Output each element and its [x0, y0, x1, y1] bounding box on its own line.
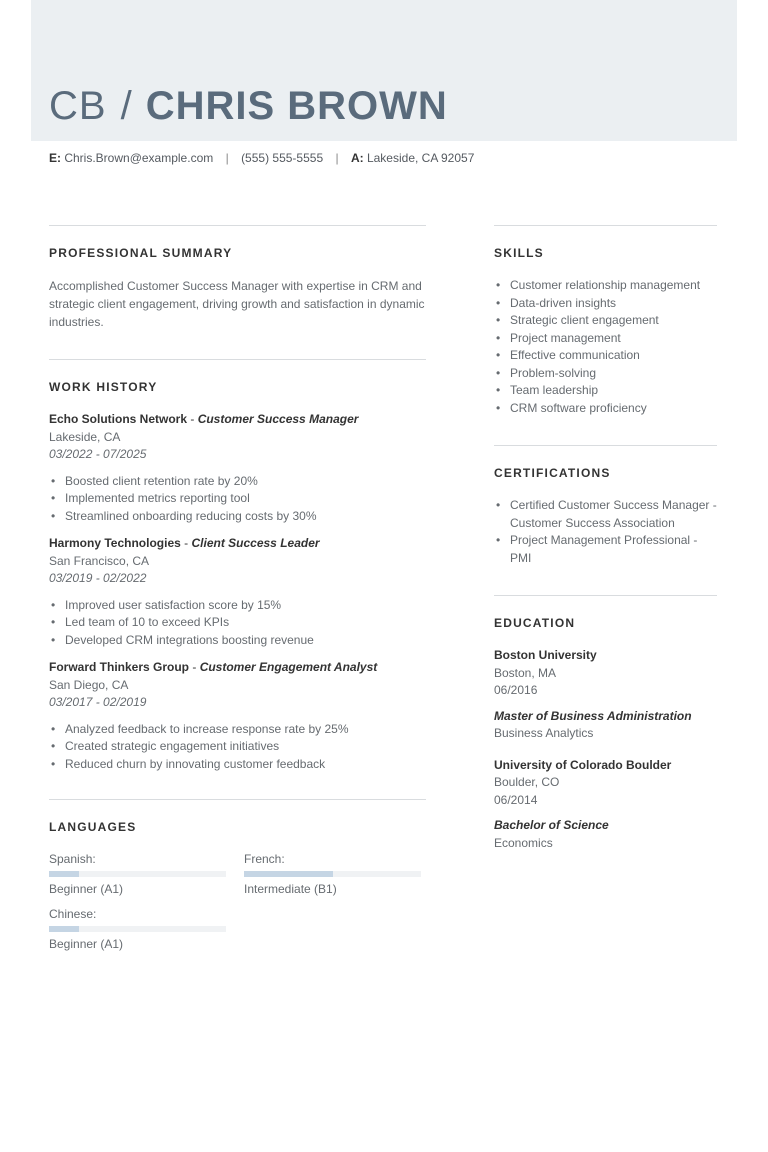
- skill-item: • Data-driven insights: [494, 295, 717, 313]
- job-location: San Francisco, CA: [49, 553, 150, 568]
- edu-field: Business Analytics: [494, 726, 594, 740]
- language-bar-fill: [49, 926, 79, 932]
- language-level: Beginner (A1): [49, 882, 124, 896]
- job-role: Customer Success Manager: [197, 412, 359, 426]
- skill-item: • Effective communication: [494, 347, 717, 365]
- skill-item: • Team leadership: [494, 382, 717, 400]
- job-dash: -: [189, 660, 200, 674]
- education-entry: [494, 757, 717, 853]
- job-entry: [49, 659, 426, 773]
- section-title: SKILLS: [494, 246, 544, 260]
- section-title: CERTIFICATIONS: [494, 466, 611, 480]
- list-item: • Developed CRM integrations boosting revenue: [49, 632, 426, 650]
- list-item: • Led team of 10 to exceed KPIs: [49, 614, 426, 632]
- email-label: E:: [49, 151, 61, 165]
- language-level: Beginner (A1): [49, 937, 124, 951]
- skills-list: [494, 277, 717, 417]
- full-name: CHRIS BROWN: [145, 84, 448, 128]
- name-heading: [49, 80, 448, 132]
- certification-item: • Project Management Professional - PMI: [494, 532, 717, 567]
- name-initials: CB: [49, 84, 107, 128]
- education-section: [494, 595, 717, 852]
- job-title-line: [49, 535, 426, 553]
- left-column: [49, 225, 426, 961]
- certifications-list: [494, 497, 717, 567]
- job-company: Harmony Technologies: [49, 536, 181, 550]
- skill-item: • CRM software proficiency: [494, 400, 717, 418]
- phone-value[interactable]: (555) 555-5555: [241, 151, 324, 165]
- job-role: Client Success Leader: [191, 536, 320, 550]
- section-title: LANGUAGES: [49, 820, 137, 834]
- edu-school: University of Colorado Boulder: [494, 757, 672, 772]
- language-name: Spanish:: [49, 852, 96, 866]
- work-history-section: [49, 359, 426, 799]
- language-bar: [49, 871, 226, 877]
- job-title-line: [49, 659, 426, 677]
- list-item: • Created strategic engagement initiatives: [49, 738, 426, 756]
- right-column: [494, 225, 717, 864]
- edu-field: Economics: [494, 835, 553, 850]
- languages-grid: [49, 851, 426, 961]
- skill-item: • Project management: [494, 330, 717, 348]
- edu-degree: Master of Business Administration: [494, 708, 692, 723]
- job-location: Lakeside, CA: [49, 429, 121, 444]
- summary-section: [49, 225, 426, 331]
- job-bullets: [49, 473, 426, 526]
- skill-item: • Customer relationship management: [494, 277, 717, 295]
- language-item: [49, 906, 226, 953]
- address-value: Lakeside, CA 92057: [366, 151, 475, 165]
- section-title: PROFESSIONAL SUMMARY: [49, 246, 233, 260]
- edu-degree: Bachelor of Science: [494, 818, 609, 832]
- job-entry: [49, 411, 426, 525]
- list-item: • Improved user satisfaction score by 15%: [49, 597, 426, 615]
- contact-divider: |: [335, 151, 339, 165]
- list-item: • Reduced churn by innovating customer feedback: [49, 756, 426, 774]
- language-bar: [244, 871, 421, 877]
- email-value[interactable]: Chris.Brown@example.com: [64, 151, 214, 165]
- edu-location: Boulder, CO: [494, 775, 560, 789]
- job-dash: -: [180, 536, 192, 550]
- languages-section: [49, 799, 426, 961]
- contact-divider: |: [225, 151, 229, 165]
- address-label: A:: [350, 151, 364, 165]
- job-company: Echo Solutions Network: [49, 412, 188, 426]
- language-name: French:: [244, 852, 285, 866]
- language-level: Intermediate (B1): [244, 882, 337, 896]
- job-dates: 03/2022 - 07/2025: [49, 447, 147, 461]
- list-item: • Implemented metrics reporting tool: [49, 490, 426, 508]
- job-bullets: [49, 597, 426, 650]
- job-role: Customer Engagement Analyst: [199, 660, 378, 674]
- job-bullets: [49, 721, 426, 774]
- language-bar-fill: [49, 871, 79, 877]
- education-entry: [494, 647, 717, 743]
- skill-item: • Problem-solving: [494, 365, 717, 383]
- job-location: San Diego, CA: [49, 677, 129, 692]
- list-item: • Boosted client retention rate by 20%: [49, 473, 426, 491]
- section-title: EDUCATION: [494, 616, 576, 630]
- edu-school: Boston University: [494, 648, 597, 662]
- edu-location: Boston, MA: [494, 665, 557, 680]
- language-item: [49, 851, 226, 898]
- language-item: [244, 851, 421, 898]
- language-bar: [49, 926, 226, 932]
- job-title-line: [49, 411, 426, 429]
- list-item: • Streamlined onboarding reducing costs by 30%: [49, 508, 426, 526]
- section-title: WORK HISTORY: [49, 380, 158, 394]
- skill-item: • Strategic client engagement: [494, 312, 717, 330]
- skills-section: [494, 225, 717, 445]
- list-item: • Analyzed feedback to increase response rate by 25%: [49, 721, 426, 739]
- name-separator: /: [120, 84, 132, 128]
- language-name: Chinese:: [49, 907, 97, 921]
- edu-date: 06/2016: [494, 683, 538, 697]
- job-company: Forward Thinkers Group: [49, 660, 190, 674]
- certification-item: • Certified Customer Success Manager - Customer Success Association: [494, 497, 717, 532]
- job-dates: 03/2017 - 02/2019: [49, 695, 147, 709]
- certifications-section: [494, 445, 717, 595]
- job-dash: -: [187, 412, 198, 426]
- job-dates: 03/2019 - 02/2022: [49, 571, 147, 585]
- edu-date: 06/2014: [494, 792, 538, 807]
- job-entry: [49, 535, 426, 649]
- language-bar-fill: [244, 871, 333, 877]
- summary-text: Accomplished Customer Success Manager with expertise in CRM and strategic client engagement, driving growth and satisfaction in dynamic industries.: [49, 279, 425, 329]
- contact-line: [49, 150, 474, 166]
